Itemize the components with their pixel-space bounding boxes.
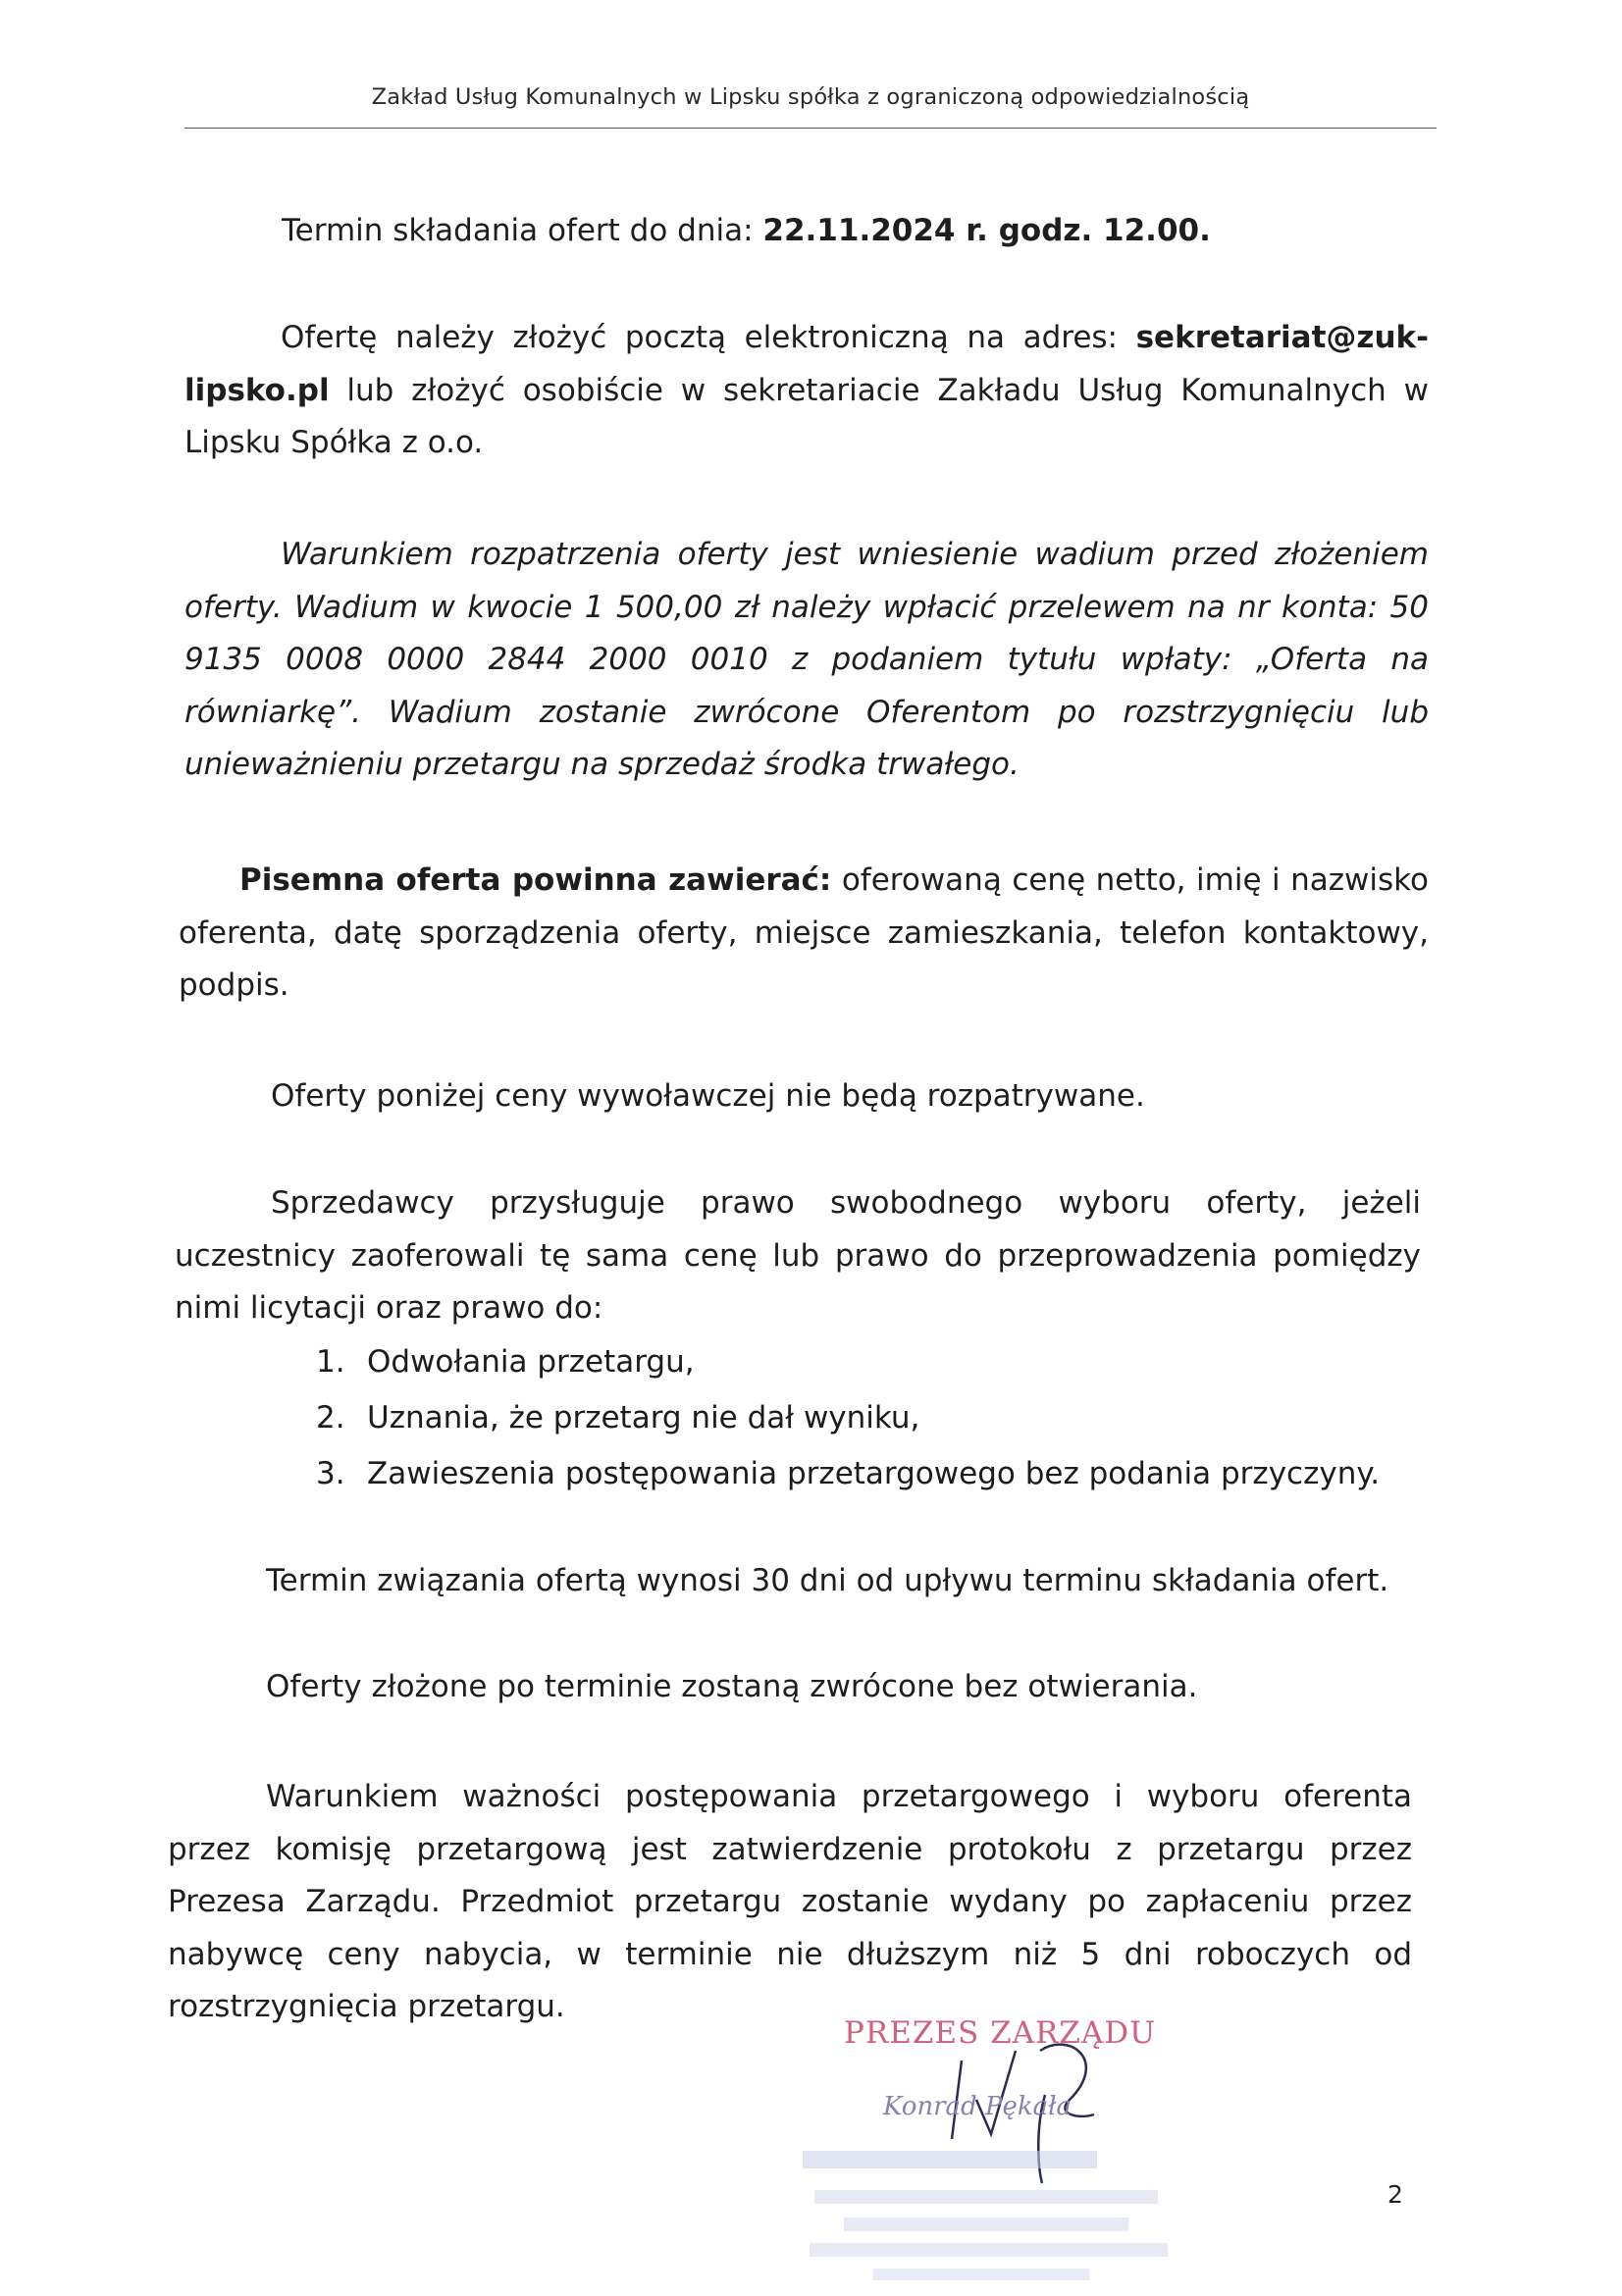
list-item bbox=[316, 1390, 1380, 1446]
header-rule bbox=[184, 128, 1437, 129]
list-item-number: 2. bbox=[316, 1400, 345, 1435]
list-item bbox=[316, 1334, 1380, 1390]
list-item-label: Odwołania przetargu, bbox=[367, 1344, 695, 1380]
faint-stamp-lines-icon bbox=[795, 2139, 1168, 2286]
validity-text: Warunkiem ważności postępowania przetargowego i wyboru oferenta przez komisję przetargową jest zatwierdzenie protokołu z przetargu przez Prezesa Zarządu. Przedmiot przetargu zostanie wydany po zapłaceniu przez nabywcę ceny nabycia, w terminie nie dłuższym niż 5 dni roboczych od rozstrzygnięcia przetargu. bbox=[168, 1779, 1412, 2024]
list-item-number: 1. bbox=[316, 1344, 345, 1380]
list-item-label: Uznania, że przetarg nie dał wyniku, bbox=[367, 1400, 920, 1435]
below-price-paragraph: Oferty poniżej ceny wywoławczej nie będą rozpatrywane. bbox=[271, 1078, 1145, 1114]
contents-bold: Pisemna oferta powinna zawierać: bbox=[239, 862, 832, 898]
page-number: 2 bbox=[1387, 2180, 1403, 2209]
deadline-paragraph bbox=[282, 205, 1361, 258]
rights-text: Sprzedawcy przysługuje prawo swobodnego wyboru oferty, jeżeli uczestnicy zaoferowali tę sama cenę lub prawo do przeprowadzenia pomiędzy nimi licytacji oraz prawo do: bbox=[175, 1185, 1421, 1326]
rights-list bbox=[316, 1334, 1380, 1502]
list-item-number: 3. bbox=[316, 1456, 345, 1491]
late-paragraph: Oferty złożone po terminie zostaną zwrócone bez otwierania. bbox=[266, 1669, 1198, 1704]
deadline-value: 22.11.2024 r. godz. 12.00. bbox=[762, 213, 1211, 248]
stamp-title: PREZES ZARZĄDU bbox=[844, 2015, 1157, 2051]
submission-text-1: Ofertę należy złożyć pocztą elektroniczną na adres: bbox=[281, 320, 1136, 355]
deposit-paragraph bbox=[184, 529, 1429, 792]
binding-paragraph: Termin związania ofertą wynosi 30 dni od upływu terminu składania ofert. bbox=[266, 1563, 1389, 1598]
list-item bbox=[316, 1446, 1380, 1502]
company-stamp-faint bbox=[795, 2139, 1168, 2286]
stamp-name: Konrad Pękała bbox=[883, 2092, 1073, 2121]
contents-text: oferowaną cenę netto, imię i nazwisko oferenta, datę sporządzenia oferty, miejsce zamieszkania, telefon kontaktowy, podpis. bbox=[179, 862, 1429, 1003]
signature-stamp bbox=[775, 2002, 1187, 2296]
contents-paragraph bbox=[179, 855, 1429, 1013]
list-item-label: Zawieszenia postępowania przetargowego bez podania przyczyny. bbox=[367, 1456, 1381, 1491]
deadline-prefix: Termin składania ofert do dnia: bbox=[282, 213, 763, 248]
deposit-text: Warunkiem rozpatrzenia oferty jest wniesienie wadium przed złożeniem oferty. Wadium w kwocie 1 500,00 zł należy wpłacić przelewem na nr konta: 50 9135 0008 0000 2844 2000 0010 z podaniem tytułu wpłaty: „Oferta na równiarkę”. Wadium zostanie zwrócone Oferentom po rozstrzygnięciu lub unieważnieniu przetargu na sprzedaż środka trwałego. bbox=[184, 537, 1429, 782]
rights-paragraph bbox=[175, 1177, 1421, 1335]
validity-paragraph bbox=[168, 1771, 1412, 2034]
company-header: Zakład Usług Komunalnych w Lipsku spółka z ograniczoną odpowiedzialnością bbox=[371, 84, 1250, 110]
submission-email: sekretariat@zuk-lipsko.pl bbox=[184, 320, 1429, 408]
submission-paragraph bbox=[184, 312, 1429, 470]
submission-text-2: lub złożyć osobiście w sekretariacie Zakładu Usług Komunalnych w Lipsku Spółka z o.o. bbox=[184, 372, 1429, 460]
